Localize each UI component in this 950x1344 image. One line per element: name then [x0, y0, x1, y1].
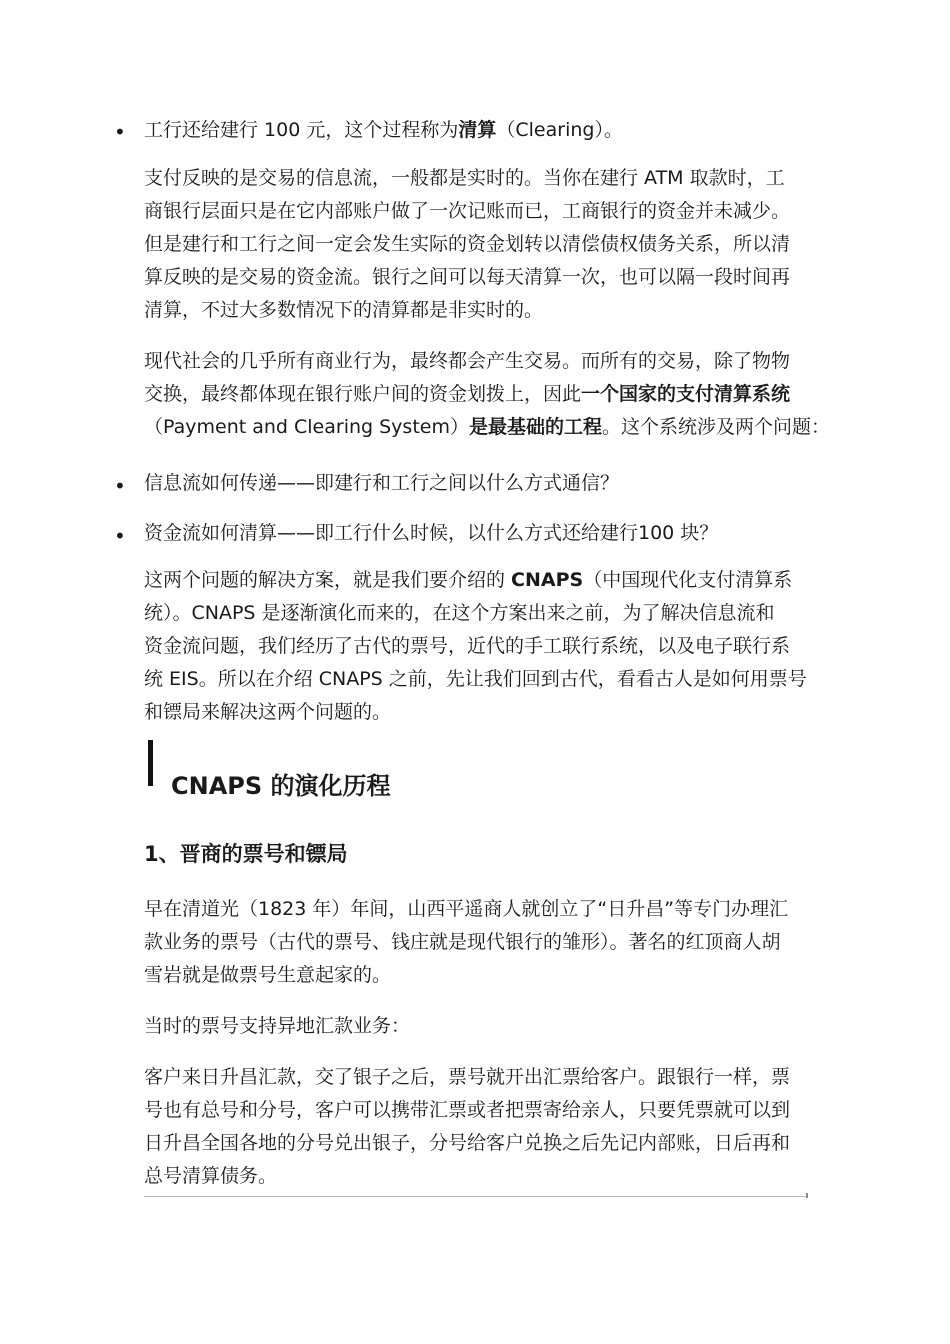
paragraph-line: 日升昌全国各地的分号兑出银子，分号给客户兑换之后先记内部账，日后再和: [144, 1132, 791, 1154]
paragraph-line: 统）。CNAPS 是逐渐演化而来的，在这个方案出来之前，为了解决信息流和: [144, 602, 775, 624]
paragraph-payment-vs-clearing: [144, 162, 824, 327]
bullet-text: 资金流如何清算——即工行什么时候，以什么方式还给建行100 块？: [144, 522, 719, 544]
bold-phrase: 一个国家的支付清算系统: [581, 383, 791, 405]
paragraph-clearing-system: [144, 345, 830, 444]
paragraph-line: 资金流问题，我们经历了古代的票号，近代的手工联行系统，以及电子联行系: [144, 635, 791, 657]
paragraph-line: 和镖局来解决这两个问题的。: [144, 701, 392, 723]
paragraph-line: 清算，不过大多数情况下的清算都是非实时的。: [144, 299, 544, 321]
paragraph-line: 这两个问题的解决方案，就是我们要介绍的 CNAPS（中国现代化支付清算系: [144, 569, 793, 591]
bold-phrase: 是最基础的工程: [468, 416, 602, 438]
paragraph-line: 号也有总号和分号，客户可以携带汇票或者把票寄给亲人，只要凭票就可以到: [144, 1099, 791, 1121]
heading-accent-bar: [148, 740, 153, 786]
bold-term-cnaps: CNAPS: [511, 569, 584, 591]
paragraph-remittance-process: [144, 1061, 824, 1193]
paragraph-line: 但是建行和工行之间一定会发生实际的资金划转以清偿债权债务关系，所以清: [144, 233, 791, 255]
section-heading: CNAPS 的演化历程: [171, 772, 391, 800]
footer-divider: [144, 1196, 808, 1197]
paragraph-line: 款业务的票号（古代的票号、钱庄就是现代银行的雏形）。著名的红顶商人胡: [144, 931, 781, 953]
paragraph-line: 统 EIS。所以在介绍 CNAPS 之前，先让我们回到古代，看看古人是如何用票号: [144, 668, 807, 690]
paragraph-line: 早在清道光（1823 年）年间，山西平遥商人就创立了“日升昌”等专门办理汇: [144, 898, 789, 920]
paragraph-line: 商银行层面只是在它内部账户做了一次记账而已，工商银行的资金并未减少。: [144, 200, 791, 222]
paragraph-line: 现代社会的几乎所有商业行为，最终都会产生交易。而所有的交易，除了物物: [144, 350, 791, 372]
paragraph-line: 总号清算债务。: [144, 1165, 278, 1187]
bullet-item-information-flow: [144, 467, 824, 500]
subsection-heading: 1、晋商的票号和镖局: [144, 842, 348, 866]
bullet-dot: •: [114, 474, 126, 498]
paragraph-line: 客户来日升昌汇款，交了银子之后，票号就开出汇票给客户。跟银行一样，票: [144, 1066, 791, 1088]
paragraph-line: 当时的票号支持异地汇款业务：: [144, 1015, 411, 1037]
footer-divider-tick: [806, 1193, 808, 1198]
bullet-dot: •: [114, 524, 126, 548]
paragraph-remittance-intro: [144, 1010, 824, 1043]
bold-term-clearing: 清算: [458, 119, 497, 141]
paragraph-line: 算反映的是交易的资金流。银行之间可以每天清算一次，也可以隔一段时间再: [144, 266, 791, 288]
bullet-dot: •: [114, 120, 126, 144]
bullet-item-fund-flow: [144, 517, 824, 550]
paragraph-line: 雪岩就是做票号生意起家的。: [144, 964, 392, 986]
paragraph-line: （Payment and Clearing System）是最基础的工程。这个系统涉及两个问题：: [144, 416, 830, 438]
bullet-item-clearing: [144, 114, 824, 147]
paragraph-line: 支付反映的是交易的信息流，一般都是实时的。当你在建行 ATM 取款时，工: [144, 167, 785, 189]
bullet-text: 工行还给建行 100 元，这个过程称为清算（Clearing）。: [144, 119, 623, 141]
paragraph-cnaps-intro: [144, 564, 824, 729]
bullet-text: 信息流如何传递——即建行和工行之间以什么方式通信？: [144, 472, 620, 494]
paragraph-line: 交换，最终都体现在银行账户间的资金划拨上，因此一个国家的支付清算系统: [144, 383, 791, 405]
paragraph-piaohao-history: [144, 893, 824, 992]
